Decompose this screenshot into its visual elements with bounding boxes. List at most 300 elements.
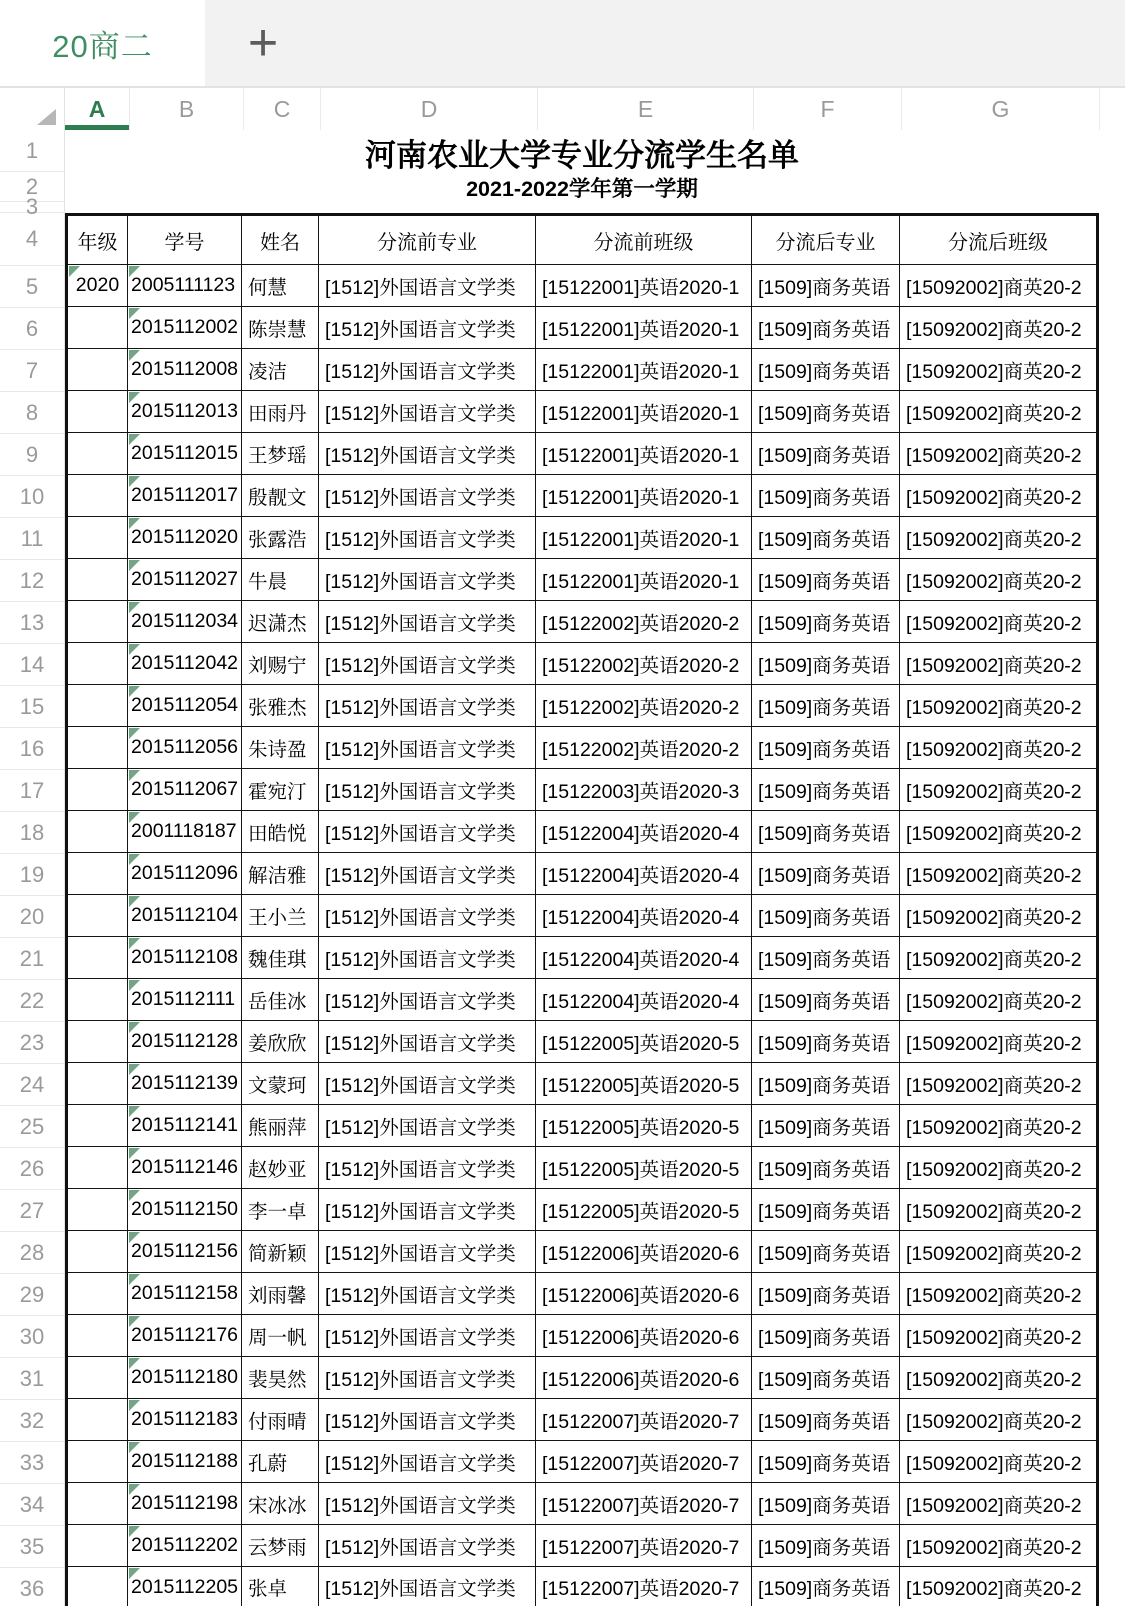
table-row bbox=[67, 265, 1098, 307]
column-header-C[interactable] bbox=[244, 88, 321, 130]
table-cell[interactable] bbox=[752, 1441, 900, 1483]
table-cell[interactable] bbox=[128, 349, 242, 391]
table-cell[interactable] bbox=[242, 517, 319, 559]
table-cell[interactable] bbox=[900, 1147, 1098, 1189]
table-cell[interactable] bbox=[67, 1567, 128, 1606]
row-number-27[interactable]: 27 bbox=[0, 1190, 64, 1232]
cell-text: [1512]外国语言文学类 bbox=[325, 444, 516, 467]
table-header-cell[interactable]: 分流后班级 bbox=[900, 215, 1098, 265]
table-cell[interactable] bbox=[536, 685, 752, 727]
table-cell[interactable] bbox=[900, 1021, 1098, 1063]
table-cell[interactable] bbox=[319, 1441, 536, 1483]
table-cell[interactable] bbox=[752, 1357, 900, 1399]
table-cell[interactable] bbox=[900, 853, 1098, 895]
table-cell[interactable] bbox=[536, 1189, 752, 1231]
table-cell[interactable] bbox=[67, 1483, 128, 1525]
table-cell[interactable] bbox=[319, 1315, 536, 1357]
table-cell[interactable] bbox=[128, 895, 242, 937]
row-number-10[interactable]: 10 bbox=[0, 476, 64, 518]
row-number-35[interactable]: 35 bbox=[0, 1526, 64, 1568]
table-cell[interactable] bbox=[752, 349, 900, 391]
table-cell[interactable] bbox=[67, 391, 128, 433]
table-cell[interactable] bbox=[900, 1441, 1098, 1483]
table-cell[interactable] bbox=[319, 433, 536, 475]
table-cell[interactable] bbox=[67, 895, 128, 937]
cell-text: [15092002]商英20-2 bbox=[906, 654, 1082, 677]
table-cell[interactable] bbox=[319, 1189, 536, 1231]
table-cell[interactable] bbox=[319, 265, 536, 307]
table-cell[interactable] bbox=[536, 643, 752, 685]
table-cell[interactable] bbox=[67, 1399, 128, 1441]
table-cell[interactable] bbox=[67, 601, 128, 643]
table-cell[interactable] bbox=[242, 475, 319, 517]
table-cell[interactable] bbox=[900, 685, 1098, 727]
table-cell[interactable] bbox=[752, 1189, 900, 1231]
cell-text: [15122005]英语2020-5 bbox=[542, 1074, 740, 1097]
table-cell[interactable] bbox=[67, 853, 128, 895]
table-cell[interactable] bbox=[752, 643, 900, 685]
table-row bbox=[67, 811, 1098, 853]
table-cell[interactable] bbox=[319, 517, 536, 559]
table-cell[interactable] bbox=[128, 475, 242, 517]
table-cell[interactable] bbox=[242, 1483, 319, 1525]
row-number-16[interactable]: 16 bbox=[0, 728, 64, 770]
table-cell[interactable] bbox=[536, 601, 752, 643]
table-cell[interactable] bbox=[536, 475, 752, 517]
table-cell[interactable] bbox=[242, 769, 319, 811]
cell-text: [15122001]英语2020-1 bbox=[542, 318, 740, 341]
table-cell[interactable] bbox=[319, 1273, 536, 1315]
table-cell[interactable] bbox=[128, 559, 242, 601]
table-cell[interactable] bbox=[752, 1021, 900, 1063]
row-number-23[interactable]: 23 bbox=[0, 1022, 64, 1064]
table-cell[interactable] bbox=[536, 349, 752, 391]
table-cell[interactable] bbox=[242, 1315, 319, 1357]
row-number-2[interactable]: 2 bbox=[0, 172, 64, 202]
table-cell[interactable] bbox=[242, 1147, 319, 1189]
table-cell[interactable] bbox=[242, 643, 319, 685]
table-cell[interactable] bbox=[67, 769, 128, 811]
row-number-15[interactable]: 15 bbox=[0, 686, 64, 728]
table-cell[interactable] bbox=[752, 265, 900, 307]
table-cell[interactable] bbox=[242, 853, 319, 895]
cell-text: 2015112013 bbox=[131, 400, 239, 422]
row-number-31[interactable]: 31 bbox=[0, 1358, 64, 1400]
table-cell[interactable] bbox=[900, 1231, 1098, 1273]
cell-text: [1512]外国语言文学类 bbox=[325, 906, 516, 929]
table-cell[interactable] bbox=[536, 979, 752, 1021]
table-cell[interactable] bbox=[752, 853, 900, 895]
table-cell[interactable] bbox=[319, 685, 536, 727]
table-cell[interactable] bbox=[900, 517, 1098, 559]
table-cell[interactable] bbox=[67, 643, 128, 685]
cell-text: 2015112015 bbox=[131, 442, 239, 464]
row-number-5[interactable]: 5 bbox=[0, 266, 64, 308]
table-cell[interactable] bbox=[536, 1021, 752, 1063]
table-cell[interactable] bbox=[128, 601, 242, 643]
row-number-22[interactable]: 22 bbox=[0, 980, 64, 1022]
table-cell[interactable] bbox=[242, 265, 319, 307]
table-cell[interactable] bbox=[900, 1105, 1098, 1147]
cell-text: 岳佳冰 bbox=[248, 990, 307, 1013]
table-cell[interactable] bbox=[319, 1021, 536, 1063]
table-cell[interactable] bbox=[128, 1063, 242, 1105]
table-cell[interactable] bbox=[752, 1315, 900, 1357]
table-cell[interactable] bbox=[242, 559, 319, 601]
table-cell[interactable] bbox=[128, 1231, 242, 1273]
table-cell[interactable] bbox=[900, 895, 1098, 937]
cell-text: 2015112128 bbox=[131, 1030, 239, 1052]
cell-text: [1512]外国语言文学类 bbox=[325, 1452, 516, 1475]
table-cell[interactable] bbox=[319, 1147, 536, 1189]
column-header-D[interactable] bbox=[321, 88, 538, 130]
table-header-cell[interactable]: 分流前班级 bbox=[536, 215, 752, 265]
table-cell[interactable] bbox=[128, 1105, 242, 1147]
table-header-cell[interactable]: 分流后专业 bbox=[752, 215, 900, 265]
table-cell[interactable] bbox=[242, 685, 319, 727]
table-cell[interactable] bbox=[67, 1021, 128, 1063]
table-cell[interactable] bbox=[900, 559, 1098, 601]
table-cell[interactable] bbox=[752, 307, 900, 349]
table-cell[interactable] bbox=[67, 1441, 128, 1483]
column-header-A[interactable] bbox=[65, 88, 130, 130]
table-cell[interactable] bbox=[319, 853, 536, 895]
table-cell[interactable] bbox=[319, 895, 536, 937]
table-cell[interactable] bbox=[536, 1273, 752, 1315]
row-number-13[interactable]: 13 bbox=[0, 602, 64, 644]
table-cell[interactable] bbox=[242, 1105, 319, 1147]
table-cell[interactable] bbox=[67, 1315, 128, 1357]
table-cell[interactable] bbox=[536, 1483, 752, 1525]
table-cell[interactable] bbox=[536, 1063, 752, 1105]
table-cell[interactable] bbox=[128, 1483, 242, 1525]
table-cell[interactable] bbox=[752, 1063, 900, 1105]
table-cell[interactable] bbox=[536, 559, 752, 601]
table-cell[interactable] bbox=[900, 1273, 1098, 1315]
table-row bbox=[67, 853, 1098, 895]
table-cell[interactable] bbox=[128, 1357, 242, 1399]
column-header-F[interactable] bbox=[754, 88, 902, 130]
table-cell[interactable] bbox=[319, 1105, 536, 1147]
table-cell[interactable] bbox=[128, 1567, 242, 1606]
table-cell[interactable] bbox=[128, 1189, 242, 1231]
row-number-3[interactable]: 3 bbox=[0, 202, 64, 213]
table-cell[interactable] bbox=[752, 391, 900, 433]
table-cell[interactable] bbox=[752, 811, 900, 853]
table-cell[interactable] bbox=[128, 265, 242, 307]
table-cell[interactable] bbox=[536, 517, 752, 559]
add-sheet-button[interactable] bbox=[205, 0, 321, 86]
table-cell[interactable] bbox=[67, 517, 128, 559]
table-cell[interactable] bbox=[752, 769, 900, 811]
table-cell[interactable] bbox=[128, 391, 242, 433]
table-cell[interactable] bbox=[900, 1399, 1098, 1441]
table-cell[interactable] bbox=[242, 433, 319, 475]
table-cell[interactable] bbox=[319, 475, 536, 517]
table-cell[interactable] bbox=[128, 811, 242, 853]
table-cell[interactable] bbox=[319, 1231, 536, 1273]
table-cell[interactable] bbox=[536, 433, 752, 475]
table-cell[interactable] bbox=[536, 853, 752, 895]
table-cell[interactable] bbox=[128, 643, 242, 685]
row-number-28[interactable]: 28 bbox=[0, 1232, 64, 1274]
table-cell[interactable] bbox=[319, 1525, 536, 1567]
table-cell[interactable] bbox=[67, 979, 128, 1021]
cell-text: 王梦瑶 bbox=[248, 444, 307, 467]
table-cell[interactable] bbox=[900, 307, 1098, 349]
table-cell[interactable] bbox=[242, 1567, 319, 1606]
table-cell[interactable] bbox=[319, 1567, 536, 1606]
row-number-26[interactable]: 26 bbox=[0, 1148, 64, 1190]
row-number-1[interactable]: 1 bbox=[0, 130, 64, 172]
table-cell[interactable] bbox=[319, 349, 536, 391]
table-cell[interactable] bbox=[319, 1483, 536, 1525]
table-cell[interactable] bbox=[752, 1273, 900, 1315]
table-cell[interactable] bbox=[536, 895, 752, 937]
table-cell[interactable] bbox=[67, 727, 128, 769]
table-cell[interactable] bbox=[536, 1567, 752, 1606]
table-cell[interactable] bbox=[128, 1525, 242, 1567]
table-cell[interactable] bbox=[319, 937, 536, 979]
table-cell[interactable] bbox=[128, 1441, 242, 1483]
table-cell[interactable] bbox=[242, 1399, 319, 1441]
table-cell[interactable] bbox=[319, 1063, 536, 1105]
table-cell[interactable] bbox=[536, 769, 752, 811]
table-cell[interactable] bbox=[536, 1231, 752, 1273]
table-cell[interactable] bbox=[536, 1105, 752, 1147]
table-cell[interactable] bbox=[319, 979, 536, 1021]
table-cell[interactable] bbox=[67, 307, 128, 349]
table-cell[interactable] bbox=[752, 475, 900, 517]
table-cell[interactable] bbox=[128, 937, 242, 979]
table-cell[interactable] bbox=[128, 853, 242, 895]
cell-text: 2020 bbox=[75, 274, 120, 296]
column-header-B[interactable] bbox=[130, 88, 244, 130]
table-cell[interactable] bbox=[67, 349, 128, 391]
table-cell[interactable] bbox=[752, 979, 900, 1021]
table-cell[interactable] bbox=[319, 1357, 536, 1399]
table-cell[interactable] bbox=[242, 601, 319, 643]
table-cell[interactable] bbox=[900, 1315, 1098, 1357]
table-cell[interactable] bbox=[536, 391, 752, 433]
table-cell[interactable] bbox=[242, 1189, 319, 1231]
row-number-12[interactable]: 12 bbox=[0, 560, 64, 602]
cell-text: 周一帆 bbox=[248, 1326, 307, 1349]
table-cell[interactable] bbox=[242, 1441, 319, 1483]
table-cell[interactable] bbox=[242, 1357, 319, 1399]
row-number-21[interactable]: 21 bbox=[0, 938, 64, 980]
row-number-17[interactable]: 17 bbox=[0, 770, 64, 812]
table-cell[interactable] bbox=[242, 1231, 319, 1273]
row-number-8[interactable]: 8 bbox=[0, 392, 64, 434]
table-cell[interactable] bbox=[752, 1483, 900, 1525]
table-cell[interactable] bbox=[67, 475, 128, 517]
table-cell[interactable] bbox=[242, 1525, 319, 1567]
row-number-20[interactable]: 20 bbox=[0, 896, 64, 938]
table-cell[interactable] bbox=[319, 391, 536, 433]
table-cell[interactable] bbox=[128, 979, 242, 1021]
table-cell[interactable] bbox=[752, 727, 900, 769]
table-cell[interactable] bbox=[67, 265, 128, 307]
table-cell[interactable] bbox=[242, 391, 319, 433]
table-cell[interactable] bbox=[67, 1525, 128, 1567]
row-number-30[interactable]: 30 bbox=[0, 1316, 64, 1358]
table-cell[interactable] bbox=[128, 727, 242, 769]
table-cell[interactable] bbox=[900, 1525, 1098, 1567]
table-cell[interactable] bbox=[319, 559, 536, 601]
row-number-6[interactable]: 6 bbox=[0, 308, 64, 350]
table-cell[interactable] bbox=[900, 979, 1098, 1021]
table-cell[interactable] bbox=[67, 1273, 128, 1315]
table-cell[interactable] bbox=[242, 979, 319, 1021]
title-cell[interactable]: 河南农业大学专业分流学生名单 bbox=[365, 137, 799, 173]
table-cell[interactable] bbox=[67, 1105, 128, 1147]
table-cell[interactable] bbox=[319, 601, 536, 643]
table-cell[interactable] bbox=[128, 769, 242, 811]
table-header-cell[interactable]: 年级 bbox=[67, 215, 128, 265]
table-cell[interactable] bbox=[128, 1273, 242, 1315]
table-cell[interactable] bbox=[752, 1567, 900, 1606]
table-cell[interactable] bbox=[536, 811, 752, 853]
row-number-36[interactable]: 36 bbox=[0, 1568, 64, 1606]
row-number-32[interactable]: 32 bbox=[0, 1400, 64, 1442]
table-cell[interactable] bbox=[752, 559, 900, 601]
row-number-34[interactable]: 34 bbox=[0, 1484, 64, 1526]
table-cell[interactable] bbox=[752, 685, 900, 727]
table-cell[interactable] bbox=[900, 1063, 1098, 1105]
select-all-corner[interactable] bbox=[0, 88, 65, 130]
table-cell[interactable] bbox=[67, 559, 128, 601]
table-cell[interactable] bbox=[752, 937, 900, 979]
table-cell[interactable] bbox=[900, 1567, 1098, 1606]
subtitle-cell[interactable]: 2021-2022学年第一学期 bbox=[466, 176, 698, 201]
table-cell[interactable] bbox=[242, 349, 319, 391]
table-header-cell[interactable]: 分流前专业 bbox=[319, 215, 536, 265]
row-number-11[interactable]: 11 bbox=[0, 518, 64, 560]
table-cell[interactable] bbox=[900, 727, 1098, 769]
table-cell[interactable] bbox=[242, 937, 319, 979]
table-cell[interactable] bbox=[242, 811, 319, 853]
table-cell[interactable] bbox=[319, 307, 536, 349]
table-cell[interactable] bbox=[242, 1273, 319, 1315]
table-cell[interactable] bbox=[128, 1399, 242, 1441]
table-cell[interactable] bbox=[319, 727, 536, 769]
table-cell[interactable] bbox=[900, 1357, 1098, 1399]
row-number-29[interactable]: 29 bbox=[0, 1274, 64, 1316]
table-cell[interactable] bbox=[752, 1147, 900, 1189]
table-cell[interactable] bbox=[128, 685, 242, 727]
table-cell[interactable] bbox=[536, 265, 752, 307]
table-cell[interactable] bbox=[900, 937, 1098, 979]
row-number-14[interactable]: 14 bbox=[0, 644, 64, 686]
table-cell[interactable] bbox=[67, 1357, 128, 1399]
table-cell[interactable] bbox=[536, 727, 752, 769]
table-cell[interactable] bbox=[752, 1525, 900, 1567]
table-cell[interactable] bbox=[242, 1063, 319, 1105]
table-cell[interactable] bbox=[242, 307, 319, 349]
row-number-24[interactable]: 24 bbox=[0, 1064, 64, 1106]
table-cell[interactable] bbox=[752, 601, 900, 643]
table-cell[interactable] bbox=[128, 517, 242, 559]
table-cell[interactable] bbox=[128, 1315, 242, 1357]
table-cell[interactable] bbox=[900, 1189, 1098, 1231]
table-cell[interactable] bbox=[900, 769, 1098, 811]
cell-text: [1509]商务英语 bbox=[758, 990, 891, 1013]
table-cell[interactable] bbox=[536, 1315, 752, 1357]
table-cell[interactable] bbox=[752, 1399, 900, 1441]
table-cell[interactable] bbox=[242, 895, 319, 937]
table-cell[interactable] bbox=[752, 1231, 900, 1273]
table-cell[interactable] bbox=[67, 1147, 128, 1189]
table-cell[interactable] bbox=[242, 727, 319, 769]
row-number-19[interactable]: 19 bbox=[0, 854, 64, 896]
table-row bbox=[67, 433, 1098, 475]
table-cell[interactable] bbox=[752, 1105, 900, 1147]
table-cell[interactable] bbox=[900, 1483, 1098, 1525]
table-cell[interactable] bbox=[536, 1147, 752, 1189]
row-number-25[interactable]: 25 bbox=[0, 1106, 64, 1148]
table-cell[interactable] bbox=[536, 1357, 752, 1399]
table-header-cell[interactable]: 学号 bbox=[128, 215, 242, 265]
table-cell[interactable] bbox=[67, 433, 128, 475]
row-number-7[interactable]: 7 bbox=[0, 350, 64, 392]
table-cell[interactable] bbox=[536, 1399, 752, 1441]
table-cell[interactable] bbox=[900, 391, 1098, 433]
table-row bbox=[67, 517, 1098, 559]
table-cell[interactable] bbox=[900, 433, 1098, 475]
table-cell[interactable] bbox=[536, 1441, 752, 1483]
row-number-4[interactable]: 4 bbox=[0, 213, 64, 266]
table-cell[interactable] bbox=[319, 811, 536, 853]
table-cell[interactable] bbox=[67, 1189, 128, 1231]
table-cell[interactable] bbox=[128, 433, 242, 475]
table-cell[interactable] bbox=[67, 1231, 128, 1273]
row-number-9[interactable]: 9 bbox=[0, 434, 64, 476]
table-cell[interactable] bbox=[128, 307, 242, 349]
table-cell[interactable] bbox=[319, 1399, 536, 1441]
table-cell[interactable] bbox=[900, 349, 1098, 391]
table-cell[interactable] bbox=[752, 433, 900, 475]
table-cell[interactable] bbox=[319, 643, 536, 685]
table-cell[interactable] bbox=[900, 601, 1098, 643]
table-cell[interactable] bbox=[752, 517, 900, 559]
sheet-tab-active[interactable] bbox=[0, 0, 205, 86]
table-cell[interactable] bbox=[900, 475, 1098, 517]
column-header-G[interactable] bbox=[902, 88, 1100, 130]
table-cell[interactable] bbox=[67, 811, 128, 853]
table-cell[interactable] bbox=[752, 895, 900, 937]
row-number-33[interactable]: 33 bbox=[0, 1442, 64, 1484]
table-cell[interactable] bbox=[67, 1063, 128, 1105]
table-cell[interactable] bbox=[536, 1525, 752, 1567]
table-cell[interactable] bbox=[536, 307, 752, 349]
table-cell[interactable] bbox=[67, 685, 128, 727]
table-cell[interactable] bbox=[242, 1021, 319, 1063]
column-letter: E bbox=[637, 95, 654, 122]
table-cell[interactable] bbox=[128, 1021, 242, 1063]
row-number-18[interactable]: 18 bbox=[0, 812, 64, 854]
table-cell[interactable] bbox=[900, 265, 1098, 307]
cell-text: [1512]外国语言文学类 bbox=[325, 1536, 516, 1559]
table-header-cell[interactable]: 姓名 bbox=[242, 215, 319, 265]
table-cell[interactable] bbox=[536, 937, 752, 979]
table-cell[interactable] bbox=[128, 1147, 242, 1189]
table-cell[interactable] bbox=[900, 811, 1098, 853]
table-cell[interactable] bbox=[900, 643, 1098, 685]
column-header-E[interactable] bbox=[538, 88, 754, 130]
table-cell[interactable] bbox=[319, 769, 536, 811]
table-cell[interactable] bbox=[67, 937, 128, 979]
